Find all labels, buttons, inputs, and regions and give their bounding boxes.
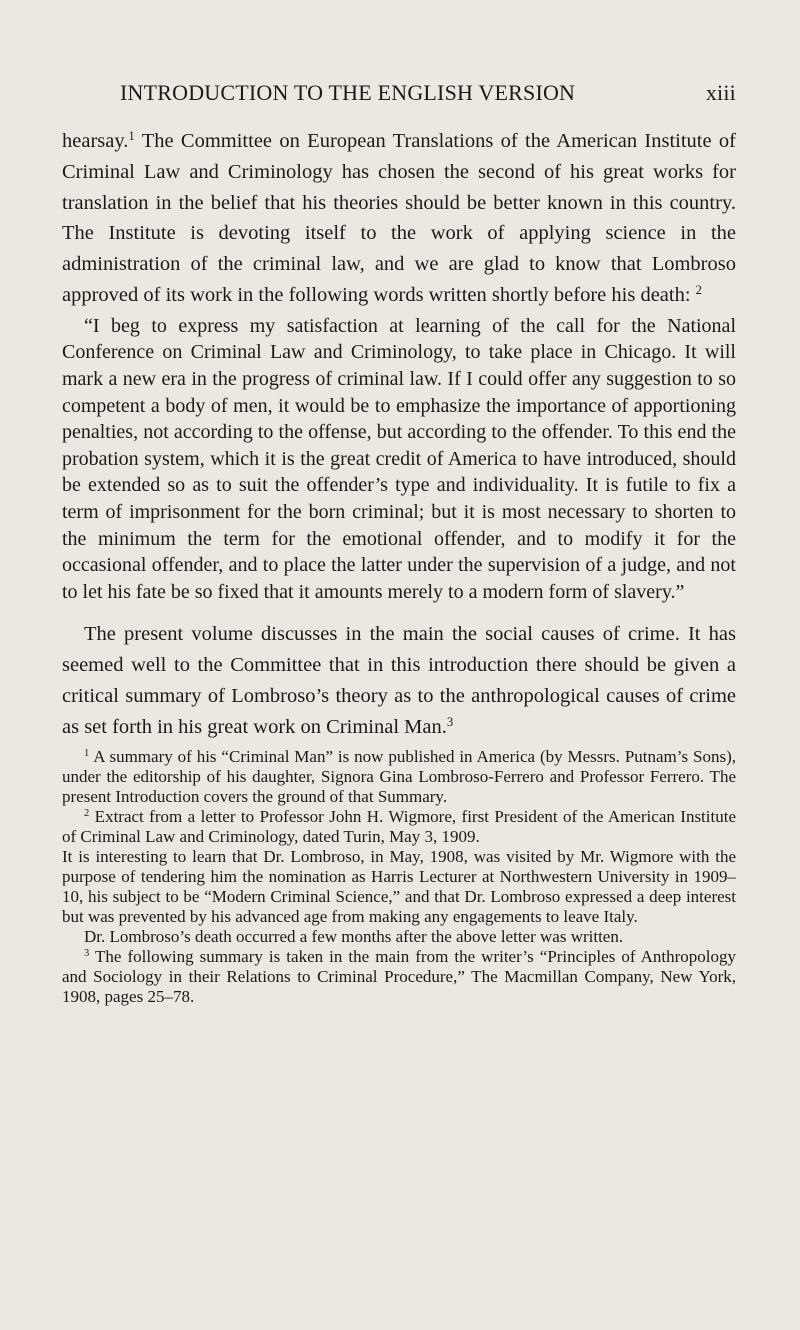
footnote-text: The following summary is taken in the main from the writer’s “Principles of Anthropology and Sociology in their Relations to Criminal Procedure,” The Macmillan Company, New York, 1908, pages 25–78. — [62, 947, 736, 1007]
paragraph-translation-committee — [62, 126, 736, 311]
running-head — [120, 80, 736, 110]
footnote-text: Extract from a letter to Professor John H. Wigmore, first President of the American Institute of Criminal Law and Criminology, dated Turin, May 3, 1909. — [62, 807, 736, 847]
footnote-2 — [62, 807, 736, 847]
footnote-2-continuation: It is interesting to learn that Dr. Lombroso, in May, 1908, was visited by Mr. Wigmore with the purpose of tendering him the nomination as Harris Lecturer at Northwestern University in 1909–10, his subject to be “Modern Criminal Science,” and that Dr. Lombroso expressed a deep interest but was prevented by his advanced age from making any engagements to leave Italy. — [62, 847, 736, 927]
footnote-2-continuation: Dr. Lombroso’s death occurred a few months after the above letter was written. — [84, 927, 624, 947]
footnote-1 — [62, 747, 736, 807]
footnote-marker: 2 — [84, 808, 90, 820]
footnote-text: A summary of his “Criminal Man” is now published in America (by Messrs. Putnam’s Sons), under the editorship of his daughter, Signora Gina Lombroso-Ferrero and Professor Ferrero. The present Introduction covers the ground of that Summary. — [62, 747, 736, 807]
paragraph-present-volume — [62, 619, 736, 743]
page-number: xiii — [705, 80, 736, 105]
running-head-title: INTRODUCTION TO THE ENGLISH VERSION — [120, 80, 576, 105]
paragraph-text: hearsay. — [62, 130, 129, 152]
footnote-3 — [62, 947, 736, 1007]
footnote-marker: 3 — [84, 948, 90, 960]
footnote-ref-1: 1 — [128, 129, 135, 144]
footnote-ref-3: 3 — [446, 715, 454, 730]
paragraph-text: The present volume discusses in the main the social causes of crime. It has seemed well to the Committee that in this introduction there should be given a critical summary of Lombroso’s theory as to the anthropological causes of crime as set forth in his great work on Criminal Man. — [62, 623, 736, 739]
footnote-marker: 1 — [84, 748, 90, 760]
main-text — [62, 126, 736, 1007]
footnote-ref-2: 2 — [695, 283, 703, 297]
paragraph-text: The Committee on European Translations of the American Institute of Criminal Law and Criminology has chosen the second of his great works for translation in the belief that his theories should be better known in this country. The Institute is devoting itself to the work of applying science in the administration of the criminal law, and we are glad to know that Lombroso approved of its work in the following words written shortly before his death: — [62, 130, 736, 306]
lombroso-quotation: “I beg to express my satisfaction at learning of the call for the National Conference on Criminal Law and Criminology, to take place in Chicago. It will mark a new era in the progress of criminal law. If I could offer any suggestion to so competent a body of men, it would be to emphasize the importance of apportioning penalties, not according to the offense, but according to the offender. To this end the probation system, which it is the great credit of America to have introduced, should be extended so as to suit the offender’s type and individuality. It is futile to fix a term of imprisonment for the born criminal; but it is most necessary to shorten to the minimum the term for the emotional offender, and to modify it for the occasional offender, and to place the latter under the supervision of a judge, and not to let his fate be so fixed that it amounts merely to a modern form of slavery.” — [62, 314, 736, 603]
footnotes — [62, 747, 736, 1007]
